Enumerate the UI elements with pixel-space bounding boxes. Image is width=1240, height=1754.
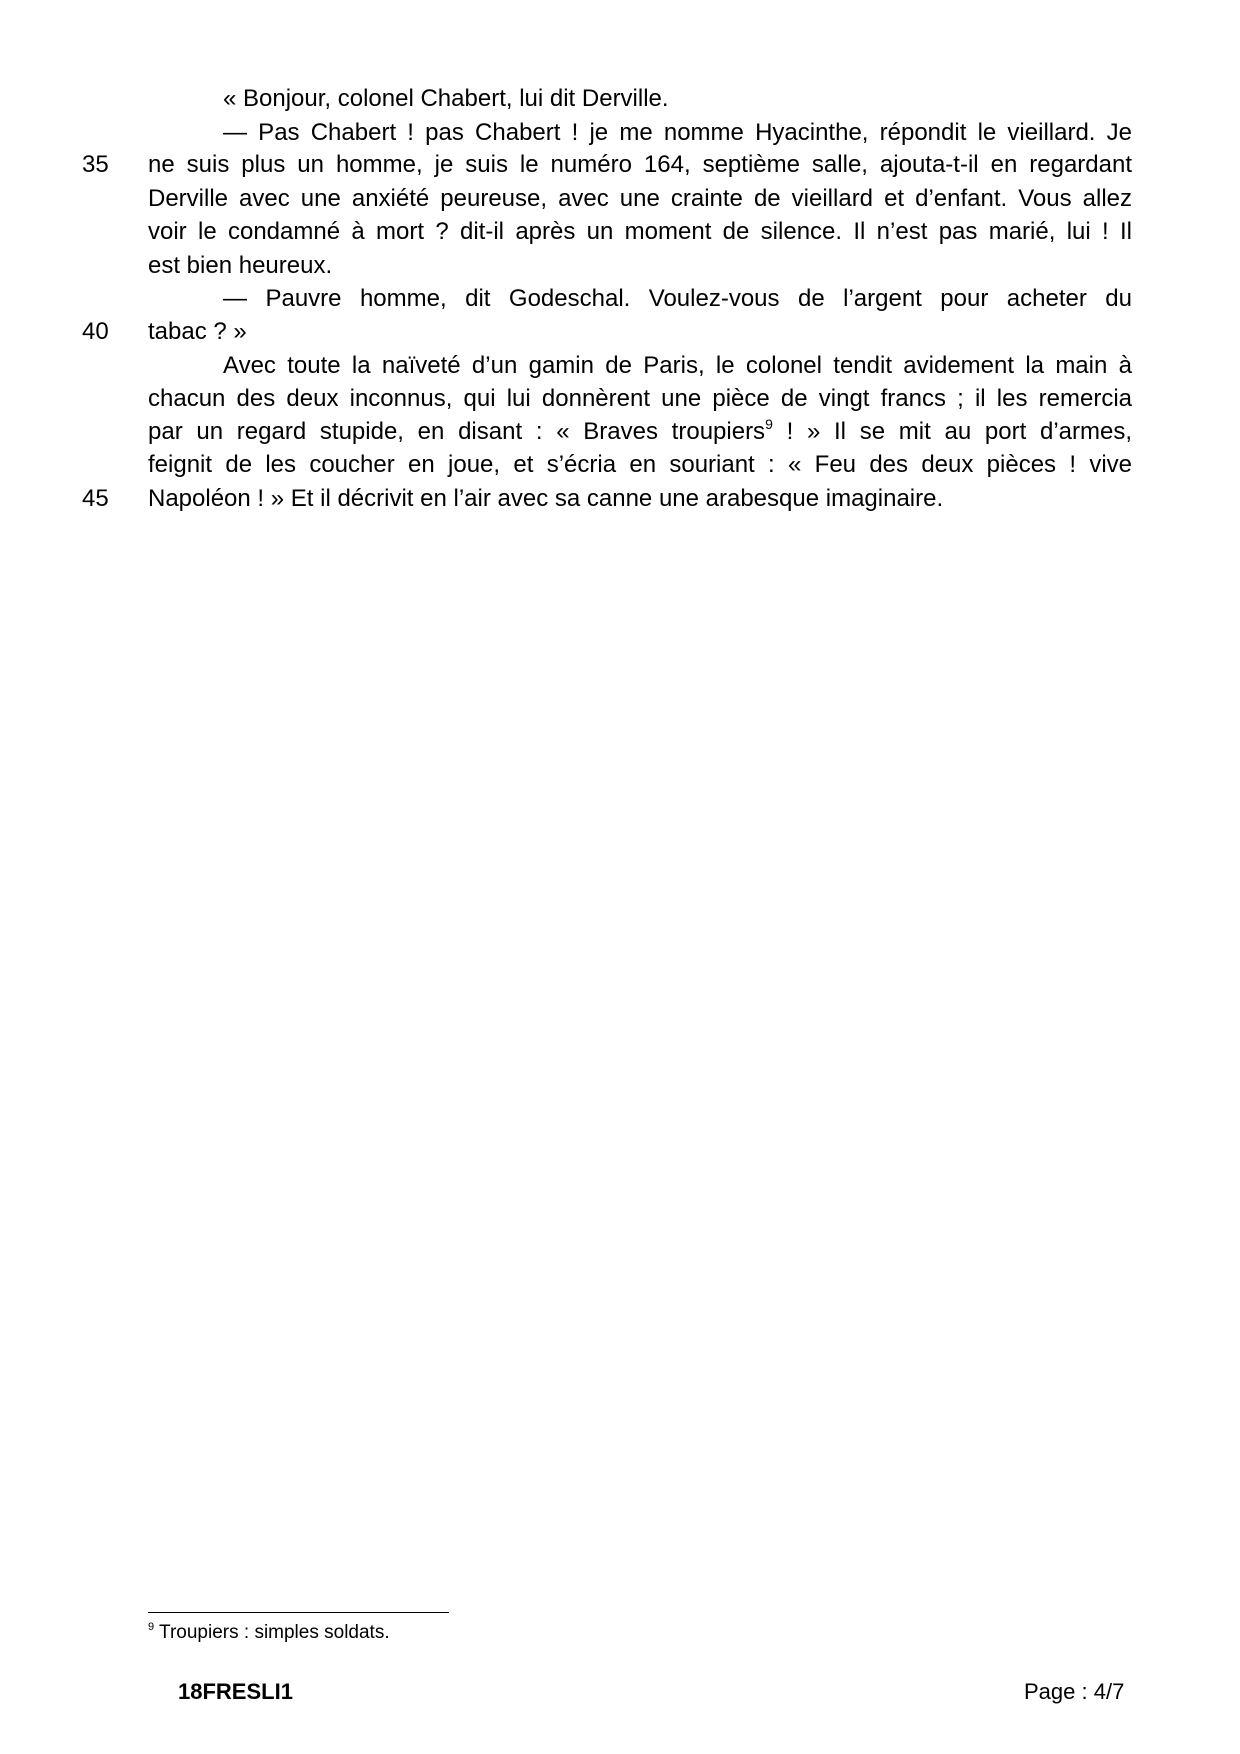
line-number-40: 40 [82, 318, 109, 345]
footnote [148, 1620, 390, 1646]
text-line-13: Napoléon ! » Et il décrivit en l’air avec sa canne une arabesque imaginaire. [148, 485, 944, 512]
footnote-ref-9: 9 [765, 416, 773, 432]
text-line-6: est bien heureux. [148, 252, 333, 279]
text-line-11 [148, 415, 1132, 449]
text-line-7: — Pauvre homme, dit Godeschal. Voulez-vous de l’argent pour acheter du [223, 285, 1132, 312]
text-line-3: ne suis plus un homme, je suis le numéro 164, septième salle, ajouta-t-il en regardant [148, 151, 1132, 178]
text-line-8: tabac ? » [148, 318, 247, 345]
footnote-marker: 9 [148, 1621, 155, 1633]
text-line-9: Avec toute la naïveté d’un gamin de Paris, le colonel tendit avidement la main à [223, 352, 1132, 379]
text-line-10: chacun des deux inconnus, qui lui donnèrent une pièce de vingt francs ; il les remercia [148, 385, 1132, 412]
text-line-11-end: ! » Il se mit au port d’armes, [772, 418, 1132, 445]
line-number-45: 45 [82, 485, 109, 512]
footnote-separator [148, 1612, 449, 1613]
line-number-35: 35 [82, 151, 109, 178]
text-line-2: — Pas Chabert ! pas Chabert ! je me nomme Hyacinthe, répondit le vieillard. Je [223, 119, 1132, 146]
text-line-1: « Bonjour, colonel Chabert, lui dit Derville. [223, 85, 669, 112]
page-number: Page : 4/7 [1024, 1679, 1125, 1704]
text-line-12: feignit de les coucher en joue, et s’écria en souriant : « Feu des deux pièces ! vive [148, 451, 1132, 478]
footnote-text: Troupiers : simples soldats. [154, 1622, 390, 1643]
text-line-5: voir le condamné à mort ? dit-il après un moment de silence. Il n’est pas marié, lui ! Il [148, 218, 1132, 245]
text-line-11-start: par un regard stupide, en disant : « Braves troupiers [148, 418, 766, 445]
text-line-4: Derville avec une anxiété peureuse, avec une crainte de vieillard et d’enfant. Vous allez [148, 185, 1132, 212]
document-code: 18FRESLI1 [178, 1679, 293, 1704]
